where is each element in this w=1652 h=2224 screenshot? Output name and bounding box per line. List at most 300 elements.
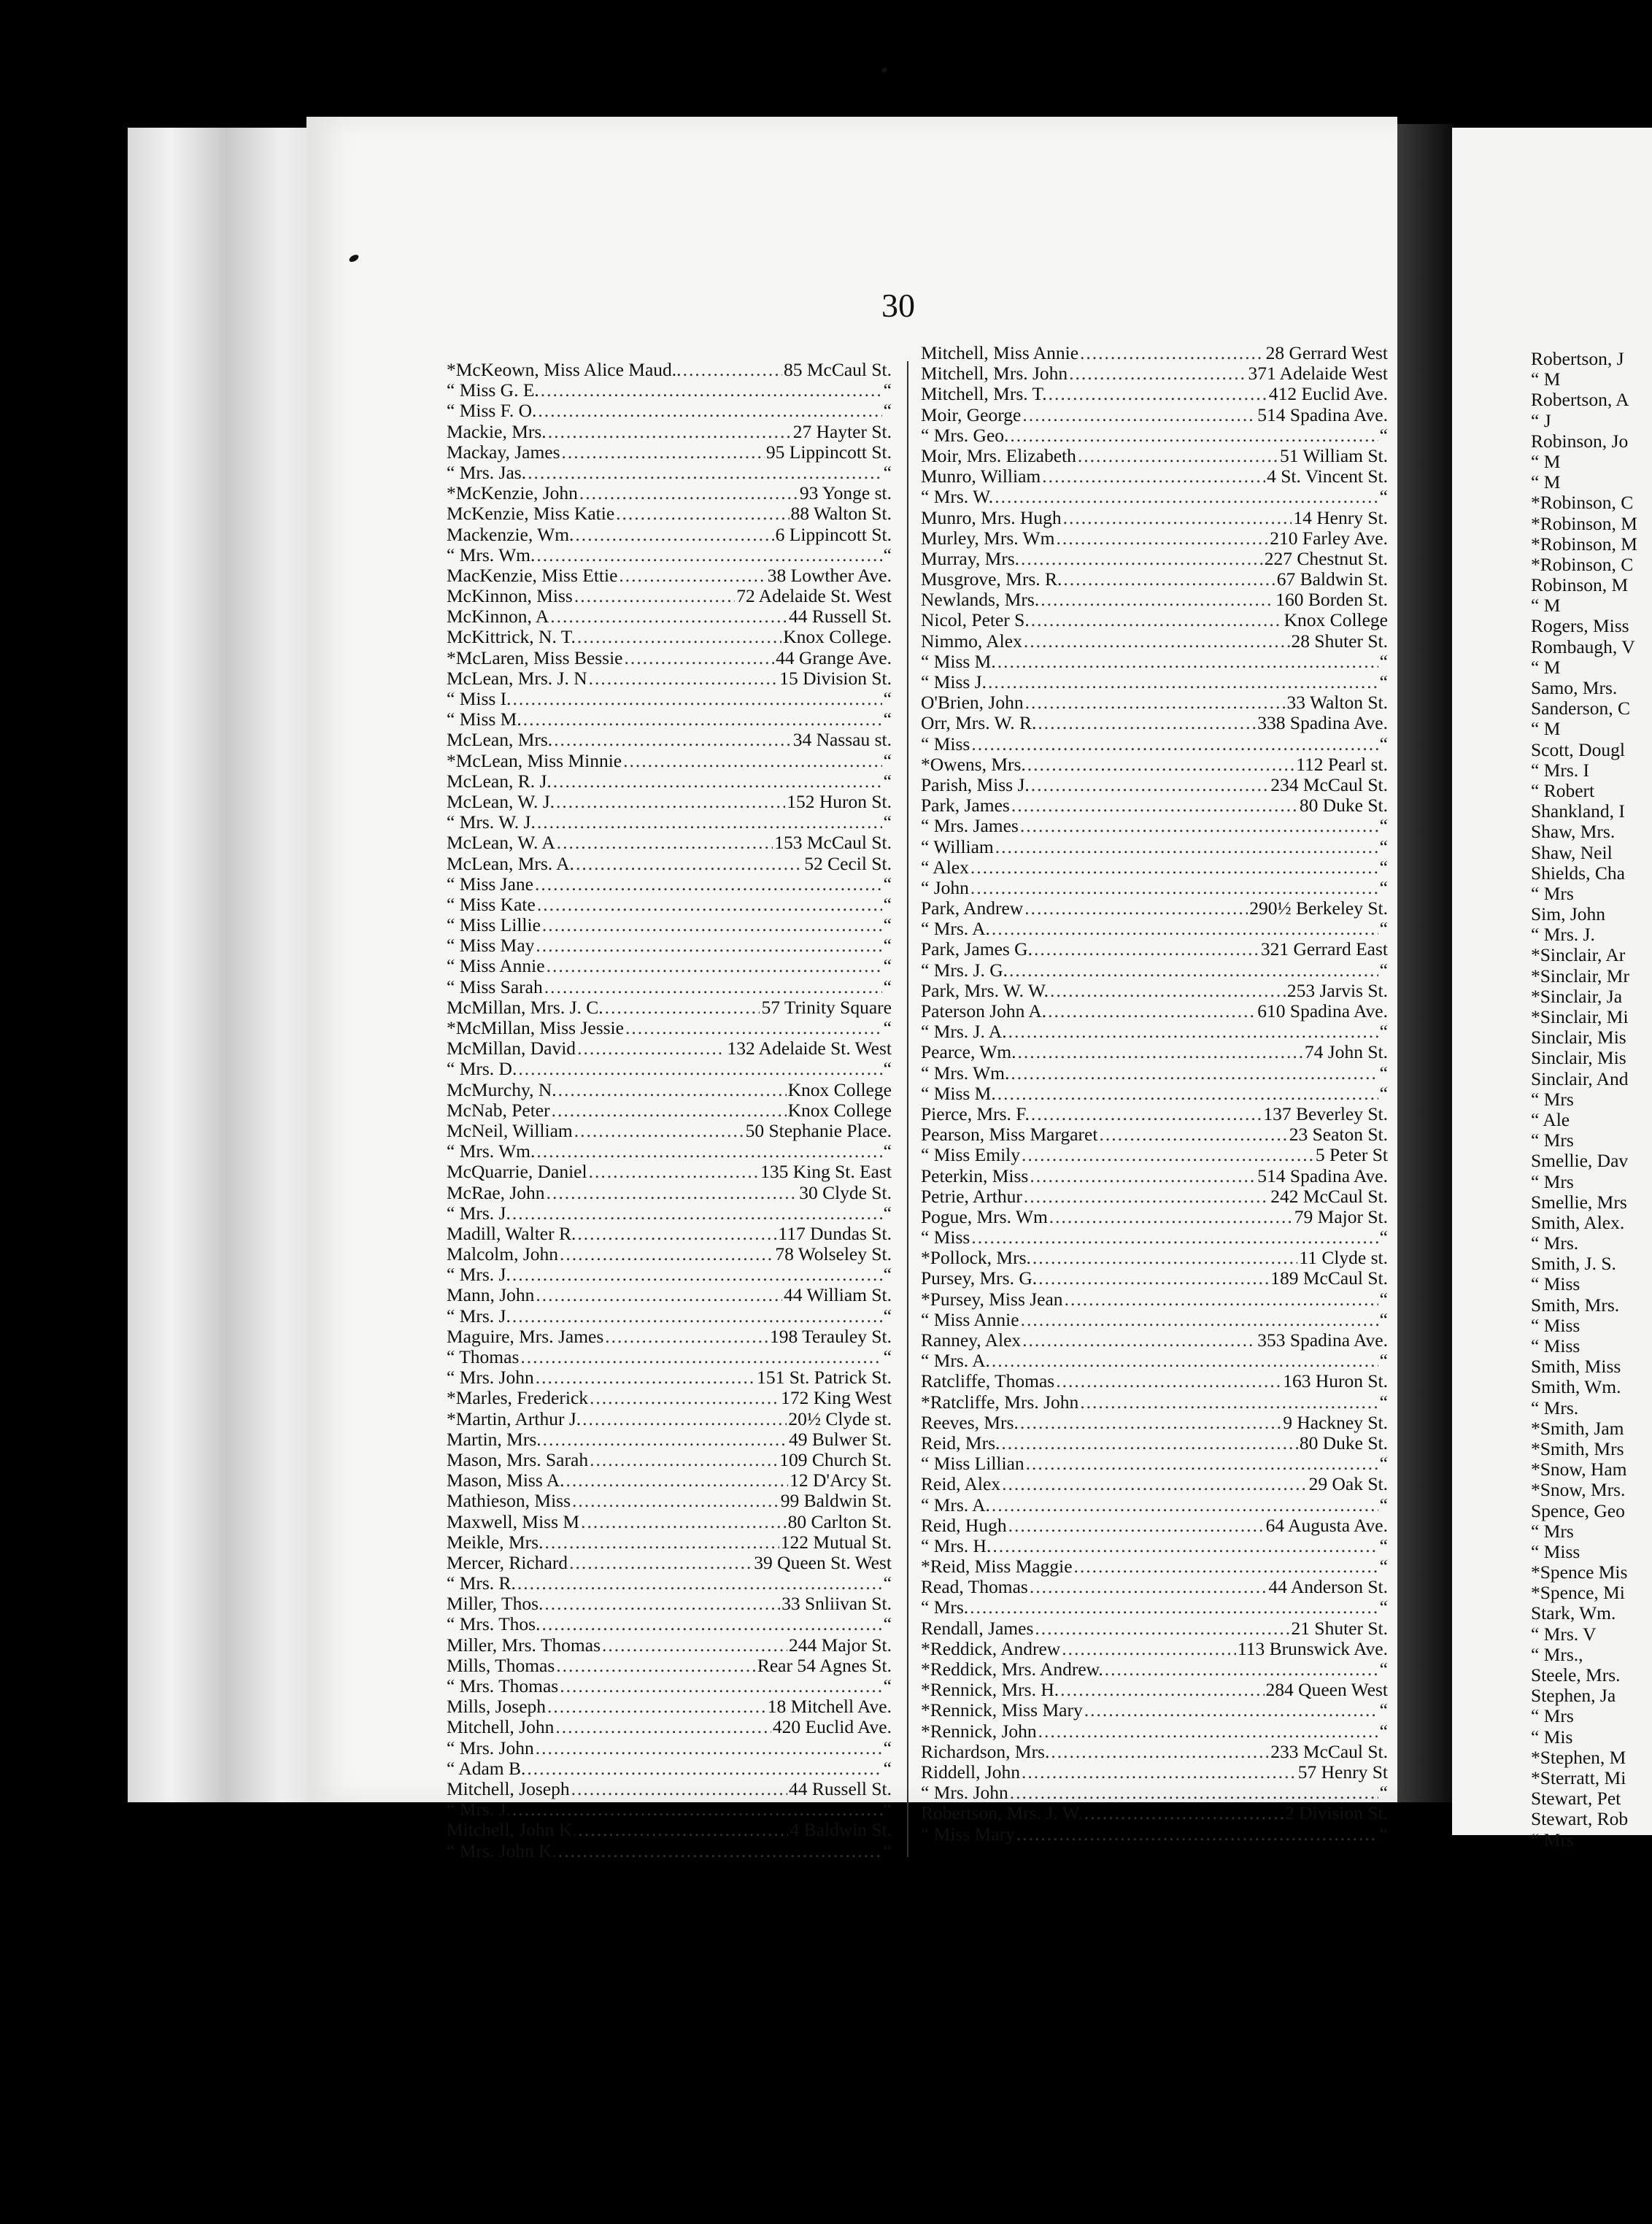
leader-dots bbox=[577, 1224, 776, 1244]
directory-entry bbox=[921, 466, 1388, 487]
leader-dots bbox=[538, 401, 881, 421]
entry-name: Mills, Thomas bbox=[447, 1654, 555, 1676]
entry-name: “ Mrs. J. bbox=[447, 1305, 511, 1327]
directory-entry bbox=[447, 1162, 892, 1182]
fragment-entry: “ Mrs. V bbox=[1531, 1623, 1597, 1645]
directory-entry bbox=[921, 1639, 1388, 1659]
entry-name: “ Miss G. E. bbox=[447, 379, 539, 401]
leader-dots bbox=[970, 878, 1378, 898]
leader-dots bbox=[560, 1244, 773, 1264]
entry-name: Mackenzie, Wm. bbox=[447, 523, 574, 545]
entry-address: 64 Augusta Ave. bbox=[1265, 1514, 1388, 1536]
directory-entry bbox=[447, 812, 892, 833]
leader-dots bbox=[528, 463, 882, 483]
entry-address: “ bbox=[883, 1305, 892, 1327]
leader-dots bbox=[1024, 631, 1290, 652]
leader-dots bbox=[523, 709, 882, 730]
entry-name: Meikle, Mrs. bbox=[447, 1531, 544, 1553]
leader-dots bbox=[541, 1614, 881, 1634]
fragment-entry: Rombaugh, V bbox=[1531, 636, 1635, 657]
entry-name: McQuarrie, Daniel bbox=[447, 1161, 587, 1183]
entry-address: “ bbox=[1379, 486, 1388, 508]
entry-address: “ bbox=[883, 1675, 892, 1696]
entry-name: “ Mrs. J. bbox=[447, 1799, 511, 1820]
directory-entry bbox=[921, 939, 1388, 960]
entry-address: “ bbox=[1379, 733, 1388, 754]
directory-entry bbox=[921, 734, 1388, 754]
entry-name: “ Mrs. W. bbox=[921, 486, 994, 508]
entry-address: 514 Spadina Ave. bbox=[1257, 404, 1388, 425]
entry-name: “ Miss Sarah bbox=[447, 976, 543, 997]
leader-dots bbox=[1032, 1248, 1298, 1268]
leader-dots bbox=[582, 1409, 787, 1429]
leader-dots bbox=[602, 1635, 787, 1656]
directory-entry bbox=[447, 1491, 892, 1511]
entry-address: 44 William St. bbox=[784, 1284, 892, 1306]
entry-address: “ bbox=[1379, 671, 1388, 692]
fragment-entry: “ Mrs., bbox=[1531, 1644, 1583, 1665]
entry-name: *Martin, Arthur J. bbox=[447, 1408, 582, 1429]
entry-address: “ bbox=[883, 708, 892, 730]
directory-entry bbox=[921, 1124, 1388, 1145]
directory-entry bbox=[447, 1470, 892, 1491]
entry-name: Maguire, Mrs. James bbox=[447, 1325, 604, 1347]
directory-entry bbox=[447, 874, 892, 895]
entry-name: “ Mrs. Thos. bbox=[447, 1613, 541, 1635]
directory-entry bbox=[447, 1841, 892, 1861]
directory-entry bbox=[447, 606, 892, 627]
entry-name: “ Miss bbox=[921, 1227, 970, 1248]
leader-dots bbox=[513, 689, 882, 709]
entry-name: Reid, Hugh bbox=[921, 1514, 1007, 1536]
fragment-entry: Scott, Dougl bbox=[1531, 739, 1625, 760]
entry-address: 5 Peter St bbox=[1315, 1144, 1388, 1166]
entry-address: 163 Huron St. bbox=[1283, 1370, 1388, 1392]
fragment-entry: Smith, Wm. bbox=[1531, 1377, 1621, 1398]
directory-column-right-fragment bbox=[1531, 349, 1652, 1850]
entry-address: 28 Gerrard West bbox=[1265, 342, 1388, 363]
leader-dots bbox=[1018, 1042, 1303, 1062]
leader-dots bbox=[544, 1594, 780, 1614]
fragment-entry: “ Mrs bbox=[1531, 1171, 1574, 1192]
entry-address: “ bbox=[1379, 1556, 1388, 1578]
entry-address: 137 Beverley St. bbox=[1263, 1103, 1388, 1124]
leader-dots bbox=[1021, 1310, 1378, 1330]
leader-dots bbox=[547, 956, 882, 976]
directory-entry bbox=[921, 981, 1388, 1001]
directory-entry bbox=[921, 1516, 1388, 1536]
entry-address: “ bbox=[1379, 1596, 1388, 1618]
directory-entry bbox=[447, 833, 892, 853]
entry-name: *Rennick, John bbox=[921, 1720, 1037, 1742]
directory-entry bbox=[447, 1696, 892, 1717]
directory-entry bbox=[921, 1413, 1388, 1433]
entry-name: Mitchell, Mrs. John bbox=[921, 363, 1068, 385]
entry-address: “ bbox=[883, 1140, 892, 1162]
leader-dots bbox=[1056, 1371, 1281, 1391]
entry-name: “ Mrs. A. bbox=[921, 1494, 990, 1516]
leader-dots bbox=[1022, 405, 1256, 425]
leader-dots bbox=[1008, 1516, 1265, 1536]
fragment-entry: “ M bbox=[1531, 451, 1561, 472]
directory-entry bbox=[447, 935, 892, 956]
directory-entry bbox=[921, 1597, 1388, 1618]
directory-entry bbox=[921, 631, 1388, 652]
entry-address: 44 Anderson St. bbox=[1268, 1576, 1388, 1598]
entry-address: 253 Jarvis St. bbox=[1286, 979, 1388, 1001]
fragment-entry: Shaw, Neil bbox=[1531, 842, 1613, 863]
entry-address: 50 Stephanie Place. bbox=[745, 1119, 892, 1141]
leader-dots bbox=[1074, 1556, 1378, 1577]
fragment-entry: *Stephen, M bbox=[1531, 1747, 1626, 1768]
leader-dots bbox=[995, 837, 1378, 857]
entry-address: 420 Euclid Ave. bbox=[772, 1716, 892, 1738]
entry-name: *Rennick, Miss Mary bbox=[921, 1699, 1083, 1721]
fragment-entry: *Sinclair, Ja bbox=[1531, 986, 1623, 1007]
entry-address: “ bbox=[1379, 1021, 1388, 1043]
fragment-entry: *Smith, Jam bbox=[1531, 1418, 1624, 1439]
directory-entry bbox=[447, 380, 892, 401]
leader-dots bbox=[992, 919, 1378, 939]
fragment-entry: “ M bbox=[1531, 595, 1561, 617]
entry-name: *Reid, Miss Maggie bbox=[921, 1556, 1073, 1578]
leader-dots bbox=[558, 1841, 882, 1861]
directory-entry bbox=[921, 1063, 1388, 1084]
leader-dots bbox=[988, 672, 1378, 692]
leader-dots bbox=[547, 1696, 766, 1717]
entry-name: Pearce, Wm. bbox=[921, 1041, 1016, 1063]
leader-dots bbox=[625, 1018, 882, 1038]
entry-address: “ bbox=[883, 461, 892, 483]
fragment-entry: “ M bbox=[1531, 369, 1561, 390]
leader-dots bbox=[1031, 610, 1283, 630]
fragment-entry: Stewart, Pet bbox=[1531, 1788, 1621, 1810]
directory-entry bbox=[921, 1330, 1388, 1351]
leader-dots bbox=[1026, 1453, 1378, 1474]
leader-dots bbox=[605, 997, 760, 1018]
directory-column-left bbox=[447, 360, 892, 1861]
leader-dots bbox=[556, 1656, 756, 1676]
entry-name: *Owens, Mrs. bbox=[921, 753, 1026, 775]
entry-name: McLean, Mrs. J. N bbox=[447, 667, 587, 689]
entry-address: “ bbox=[883, 379, 892, 401]
entry-name: “ Mrs. Wm. bbox=[921, 1062, 1010, 1084]
entry-name: Munro, Mrs. Hugh bbox=[921, 506, 1062, 528]
entry-address: 33 Walton St. bbox=[1286, 692, 1388, 714]
leader-dots bbox=[992, 1495, 1378, 1516]
entry-name: *Marles, Frederick bbox=[447, 1387, 589, 1409]
leader-dots bbox=[971, 734, 1378, 754]
leader-dots bbox=[1105, 1659, 1378, 1680]
entry-address: 14 Henry St. bbox=[1293, 506, 1388, 528]
entry-address: 371 Adelaide West bbox=[1248, 363, 1388, 385]
leader-dots bbox=[512, 1799, 882, 1820]
leader-dots bbox=[1011, 795, 1298, 816]
entry-name: Mackie, Mrs. bbox=[447, 420, 547, 442]
directory-entry bbox=[921, 528, 1388, 549]
leader-dots bbox=[1035, 1618, 1289, 1639]
entry-address: 338 Spadina Ave. bbox=[1257, 712, 1388, 734]
directory-entry bbox=[447, 1141, 892, 1162]
leader-dots bbox=[579, 1820, 789, 1840]
leader-dots bbox=[1041, 590, 1274, 610]
entry-address: 67 Baldwin St. bbox=[1276, 568, 1388, 590]
fragment-entry: “ Miss bbox=[1531, 1274, 1580, 1295]
entry-name: Mitchell, John bbox=[447, 1716, 555, 1738]
entry-address: “ bbox=[883, 811, 892, 833]
entry-name: “ Mrs. J. bbox=[447, 1264, 511, 1286]
leader-dots bbox=[1065, 1289, 1378, 1310]
entry-name: Musgrove, Mrs. R. bbox=[921, 568, 1062, 590]
entry-address: 28 Shuter St. bbox=[1291, 630, 1388, 652]
entry-address: 74 John St. bbox=[1304, 1041, 1388, 1063]
entry-name: Malcolm, John bbox=[447, 1243, 558, 1265]
leader-dots bbox=[1099, 1124, 1287, 1145]
entry-name: “ Mrs. Geo. bbox=[921, 424, 1009, 446]
leader-dots bbox=[1027, 754, 1294, 775]
entry-address: 57 Trinity Square bbox=[761, 996, 892, 1018]
entry-address: “ bbox=[883, 1346, 892, 1367]
fragment-entry: *Spence Mis bbox=[1531, 1562, 1628, 1583]
leader-dots bbox=[1001, 1433, 1298, 1453]
entry-name: Pierce, Mrs. F. bbox=[921, 1103, 1030, 1124]
fragment-entry: *Spence, Mi bbox=[1531, 1583, 1625, 1604]
directory-entry bbox=[447, 1018, 892, 1038]
directory-entry bbox=[447, 854, 892, 874]
entry-address: Rear 54 Agnes St. bbox=[757, 1654, 892, 1676]
directory-entry bbox=[921, 343, 1388, 363]
leader-dots bbox=[997, 652, 1378, 672]
directory-entry bbox=[447, 751, 892, 771]
directory-entry bbox=[447, 565, 892, 586]
directory-entry bbox=[447, 977, 892, 997]
entry-address: 72 Adelaide St. West bbox=[736, 585, 892, 607]
leader-dots bbox=[1042, 466, 1265, 487]
fragment-entry: Steele, Mrs. bbox=[1531, 1665, 1621, 1686]
directory-entry bbox=[447, 1367, 892, 1388]
fragment-entry: “ Mrs. I bbox=[1531, 760, 1590, 781]
leader-dots bbox=[1060, 1680, 1264, 1700]
directory-entry bbox=[921, 1001, 1388, 1022]
leader-dots bbox=[590, 1388, 779, 1408]
entry-name: “ Mrs. John bbox=[921, 1782, 1008, 1804]
leader-dots bbox=[1010, 1783, 1378, 1803]
leader-dots bbox=[536, 1285, 782, 1305]
entry-address: 514 Spadina Ave. bbox=[1257, 1165, 1388, 1186]
entry-address: “ bbox=[1379, 856, 1388, 878]
entry-address: “ bbox=[883, 914, 892, 936]
leader-dots bbox=[553, 771, 882, 792]
entry-name: “ Miss M. bbox=[921, 650, 996, 672]
directory-entry bbox=[921, 569, 1388, 590]
leader-dots bbox=[1022, 1330, 1256, 1351]
entry-address: 88 Walton St. bbox=[790, 503, 892, 525]
leader-dots bbox=[997, 1084, 1378, 1104]
leader-dots bbox=[1009, 960, 1378, 981]
leader-dots bbox=[1038, 1268, 1269, 1289]
entry-name: *McMillan, Miss Jessie bbox=[447, 1017, 624, 1038]
entry-name: Mitchell, Mrs. T. bbox=[921, 383, 1047, 405]
entry-address: 21 Shuter St. bbox=[1291, 1617, 1388, 1639]
fragment-entry: Smith, Miss bbox=[1531, 1356, 1621, 1378]
entry-name: Mitchell, Miss Annie bbox=[921, 342, 1079, 363]
entry-address: “ bbox=[1379, 1391, 1388, 1413]
directory-entry bbox=[921, 1762, 1388, 1783]
entry-address: “ bbox=[883, 1264, 892, 1286]
entry-address: 412 Euclid Ave. bbox=[1268, 383, 1388, 405]
entry-name: “ Mrs. James bbox=[921, 815, 1019, 837]
fragment-entry: *Robinson, C bbox=[1531, 493, 1634, 514]
leader-dots bbox=[992, 1536, 1378, 1556]
entry-name: McLean, W. A bbox=[447, 832, 555, 854]
entry-address: “ bbox=[1379, 1453, 1388, 1475]
leader-dots bbox=[552, 1100, 787, 1121]
entry-address: “ bbox=[1379, 1534, 1388, 1556]
directory-entry bbox=[921, 1310, 1388, 1330]
entry-name: Reeves, Mrs. bbox=[921, 1411, 1019, 1433]
entry-address: “ bbox=[1379, 815, 1388, 837]
leader-dots bbox=[1051, 1742, 1269, 1762]
directory-entry bbox=[921, 1371, 1388, 1391]
leader-dots bbox=[512, 1264, 882, 1285]
entry-address: 321 Gerrard East bbox=[1260, 938, 1388, 960]
directory-entry bbox=[447, 1594, 892, 1614]
entry-address: “ bbox=[1379, 1659, 1388, 1680]
entry-address: “ bbox=[883, 1058, 892, 1080]
directory-entry bbox=[921, 754, 1388, 775]
fragment-entry: Sim, John bbox=[1531, 904, 1606, 925]
directory-entry bbox=[447, 525, 892, 545]
directory-entry bbox=[447, 1820, 892, 1840]
directory-entry bbox=[447, 1100, 892, 1121]
entry-address: 353 Spadina Ave. bbox=[1257, 1329, 1388, 1351]
directory-entry bbox=[447, 1183, 892, 1203]
leader-dots bbox=[557, 833, 773, 853]
entry-address: 38 Lowther Ave. bbox=[767, 564, 892, 586]
directory-entry bbox=[447, 1121, 892, 1141]
entry-address: 95 Lippincott St. bbox=[765, 441, 892, 463]
entry-address: “ bbox=[1379, 835, 1388, 857]
entry-name: “ Miss May bbox=[447, 935, 535, 957]
entry-address: Knox College bbox=[787, 1078, 892, 1100]
leader-dots bbox=[1030, 1166, 1256, 1186]
directory-entry bbox=[921, 1742, 1388, 1762]
leader-dots bbox=[1069, 363, 1246, 384]
page-number: 30 bbox=[881, 287, 915, 324]
entry-address: 15 Division St. bbox=[779, 667, 892, 689]
fragment-entry: Smellie, Dav bbox=[1531, 1151, 1629, 1172]
entry-address: 80 Carlton St. bbox=[787, 1510, 892, 1532]
entry-address: “ bbox=[883, 893, 892, 915]
leader-dots bbox=[1034, 939, 1259, 960]
directory-entry bbox=[447, 1203, 892, 1224]
directory-entry bbox=[921, 1783, 1388, 1803]
entry-name: Ranney, Alex bbox=[921, 1329, 1022, 1351]
directory-entry bbox=[447, 1799, 892, 1820]
entry-name: *Reddick, Mrs. Andrew. bbox=[921, 1659, 1103, 1680]
entry-address: 160 Borden St. bbox=[1275, 589, 1388, 611]
entry-address: 4 Baldwin St. bbox=[790, 1819, 892, 1841]
entry-name: “ Mrs. A. bbox=[921, 918, 990, 940]
entry-name: *Reddick, Andrew bbox=[921, 1637, 1061, 1659]
directory-entry bbox=[921, 1207, 1388, 1227]
entry-name: “ Mrs. Thomas bbox=[447, 1675, 559, 1696]
entry-address: 153 McCaul St. bbox=[774, 832, 892, 854]
fragment-entry: Smellie, Mrs bbox=[1531, 1192, 1627, 1213]
fragment-entry: “ Robert bbox=[1531, 780, 1595, 801]
fragment-entry: *Robinson, C bbox=[1531, 554, 1634, 575]
directory-entry bbox=[447, 1059, 892, 1079]
leader-dots bbox=[569, 1553, 752, 1573]
directory-entry bbox=[921, 1536, 1388, 1556]
leader-dots bbox=[1002, 1474, 1308, 1494]
entry-address: 30 Clyde St. bbox=[799, 1181, 892, 1203]
directory-entry bbox=[447, 771, 892, 792]
entry-address: “ bbox=[1379, 1082, 1388, 1104]
entry-name: McMillan, Mrs. J. C. bbox=[447, 996, 603, 1018]
entry-name: “ Mrs. J. G. bbox=[921, 959, 1008, 981]
entry-name: Richardson, Mrs. bbox=[921, 1740, 1050, 1762]
entry-address: 290½ Berkeley St. bbox=[1249, 897, 1388, 919]
leader-dots bbox=[970, 857, 1378, 878]
entry-address: “ bbox=[883, 544, 892, 565]
leader-dots bbox=[1020, 1413, 1281, 1433]
directory-entry bbox=[447, 1656, 892, 1676]
leader-dots bbox=[554, 730, 792, 750]
entry-name: McNeil, William bbox=[447, 1119, 573, 1141]
entry-name: Mann, John bbox=[447, 1284, 535, 1306]
entry-address: 284 Queen West bbox=[1265, 1679, 1388, 1701]
entry-name: “ Miss M. bbox=[921, 1082, 996, 1104]
entry-name: McLean, W. J. bbox=[447, 790, 555, 812]
entry-name: “ Mrs. A. bbox=[921, 1350, 990, 1372]
fragment-entry: Shaw, Mrs. bbox=[1531, 822, 1616, 843]
fragment-entry: *Robinson, M bbox=[1531, 533, 1637, 555]
entry-address: “ bbox=[883, 1839, 892, 1861]
directory-entry bbox=[447, 956, 892, 976]
fragment-entry: Samo, Mrs. bbox=[1531, 678, 1618, 698]
entry-address: 244 Major St. bbox=[789, 1634, 892, 1656]
entry-address: 113 Brunswick Ave. bbox=[1237, 1637, 1388, 1659]
directory-entry bbox=[447, 1450, 892, 1470]
entry-address: “ bbox=[883, 400, 892, 422]
directory-entry bbox=[921, 446, 1388, 466]
entry-address: 99 Baldwin St. bbox=[780, 1490, 892, 1512]
fragment-entry: “ M bbox=[1531, 472, 1561, 493]
fragment-entry: *Snow, Ham bbox=[1531, 1459, 1627, 1480]
directory-entry bbox=[921, 1577, 1388, 1597]
directory-entry bbox=[921, 837, 1388, 857]
fragment-entry: “ Miss bbox=[1531, 1336, 1580, 1356]
leader-dots bbox=[1050, 981, 1286, 1001]
entry-address: 20½ Clyde st. bbox=[788, 1408, 892, 1429]
entry-name: Robertson, Mrs. J. W. bbox=[921, 1802, 1083, 1824]
entry-address: 93 Yonge st. bbox=[799, 482, 892, 504]
leader-dots bbox=[577, 1038, 725, 1059]
directory-entry bbox=[921, 1227, 1388, 1248]
leader-dots bbox=[579, 483, 798, 503]
entry-address: 29 Oak St. bbox=[1308, 1473, 1388, 1495]
entry-name: “ Mrs. W. J. bbox=[447, 811, 536, 833]
fragment-entry: “ Ale bbox=[1531, 1109, 1570, 1130]
entry-address: 85 McCaul St. bbox=[783, 359, 892, 380]
directory-entry bbox=[447, 1388, 892, 1408]
directory-entry bbox=[447, 1614, 892, 1634]
directory-entry bbox=[921, 672, 1388, 692]
entry-address: “ bbox=[883, 749, 892, 771]
fragment-entry: Spence, Geo bbox=[1531, 1500, 1625, 1521]
entry-name: “ Mrs. Wm. bbox=[447, 1140, 536, 1162]
